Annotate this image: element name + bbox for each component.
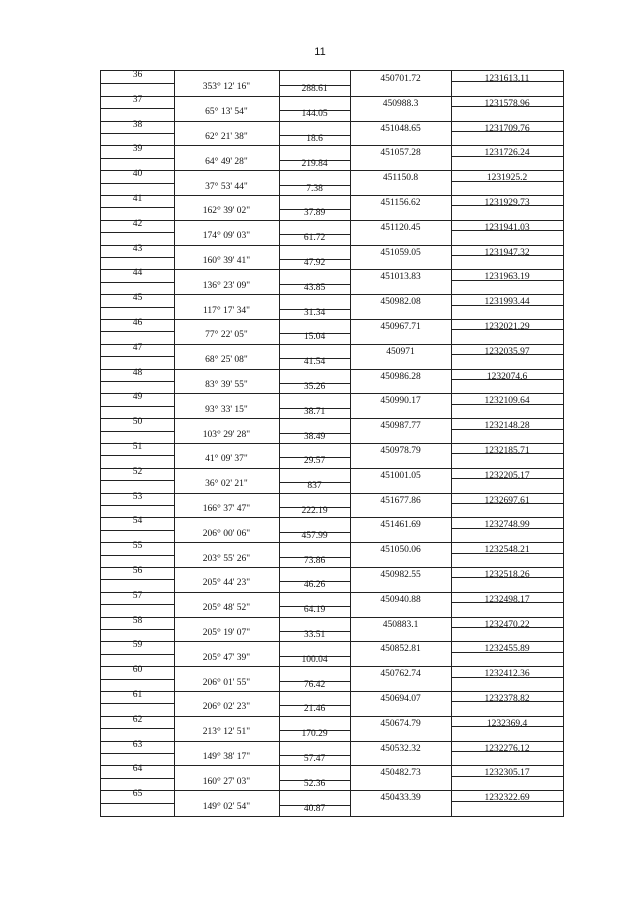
distance-value: 15.04 <box>303 332 326 343</box>
coordinate-y: 1232074.6 <box>486 371 528 382</box>
point-number: 61 <box>132 690 143 700</box>
row-divider <box>101 207 174 208</box>
coordinate-x: 451048.65 <box>380 123 421 134</box>
bearing-angle: 205° 47' 39" <box>202 652 251 663</box>
coordinate-x: 450482.73 <box>380 768 421 779</box>
row-divider <box>101 431 174 432</box>
row-divider <box>101 728 174 729</box>
bearing-angle: 64° 49' 28" <box>205 156 248 167</box>
coordinate-y: 1232378.82 <box>484 694 530 704</box>
coordinate-x: 450986.28 <box>380 371 421 382</box>
distance-value: 37.89 <box>303 208 326 219</box>
distance-value: 21.46 <box>303 704 326 715</box>
coordinate-x: 451120.45 <box>380 222 421 233</box>
distance-value: 219.84 <box>301 158 328 169</box>
bearing-angle: 162° 39' 02" <box>202 206 251 217</box>
coordinate-y: 1231709.76 <box>484 123 530 134</box>
distance-value: 29.57 <box>303 456 326 467</box>
distance-value: 38.71 <box>303 406 326 417</box>
row-divider <box>101 803 174 804</box>
bearing-angle: 166° 37' 47" <box>202 504 251 514</box>
coordinate-x: 451156.62 <box>380 198 421 208</box>
coordinate-y: 1232369.4 <box>486 718 528 729</box>
row-divider <box>101 505 174 506</box>
bearing-angle: 37° 53' 44" <box>205 181 248 192</box>
coordinate-x: 450978.79 <box>380 446 421 456</box>
distance-value: 52.36 <box>303 778 326 789</box>
bearing-angle: 68° 25' 08" <box>205 355 248 366</box>
coordinate-y: 1231929.73 <box>484 198 530 208</box>
row-divider <box>101 629 174 630</box>
point-number: 56 <box>132 566 143 576</box>
distance-value: 100.04 <box>301 654 328 665</box>
distance-value: 64.19 <box>303 605 326 616</box>
point-number: 39 <box>132 144 143 155</box>
coordinate-y: 1232748.99 <box>484 520 530 531</box>
coordinate-x: 450762.74 <box>380 669 421 680</box>
bearing-angle: 136° 23' 09" <box>202 280 251 291</box>
point-number: 51 <box>132 442 143 452</box>
coordinate-y: 1231941.03 <box>484 222 530 233</box>
bearing-angle: 117° 17' 34" <box>202 305 251 316</box>
bearing-angle: 93° 33' 15" <box>205 404 248 415</box>
row-divider <box>101 406 174 407</box>
row-divider <box>101 654 174 655</box>
row-divider <box>101 257 174 258</box>
coordinate-y: 1232697.61 <box>484 495 530 506</box>
point-number: 50 <box>132 417 143 428</box>
point-number: 43 <box>132 243 143 254</box>
coordinate-y: 1232498.17 <box>484 594 530 605</box>
point-number: 37 <box>132 94 143 105</box>
coordinate-y: 1231993.44 <box>484 297 530 308</box>
distance-value: 18.6 <box>306 134 323 144</box>
coordinate-x: 450940.88 <box>380 594 421 605</box>
coordinate-x: 450433.39 <box>380 793 421 804</box>
row-divider <box>101 604 174 605</box>
distance-value: 7.38 <box>306 183 323 194</box>
bearing-angle: 353° 12' 16" <box>202 82 251 93</box>
row-divider <box>101 282 174 283</box>
distance-value: 457.99 <box>301 530 328 541</box>
coordinate-y: 1231947.32 <box>484 247 530 258</box>
coordinate-x: 451001.05 <box>380 470 421 481</box>
point-number: 63 <box>132 739 143 750</box>
bearing-angle: 83° 39' 55" <box>205 380 248 390</box>
coordinate-x: 450701.72 <box>380 74 421 84</box>
point-number: 38 <box>132 119 143 130</box>
point-number: 54 <box>132 516 143 527</box>
distance-value: 35.26 <box>303 382 326 392</box>
coordinate-x: 451013.83 <box>380 272 421 283</box>
row-divider <box>101 331 174 332</box>
coordinate-y: 1231925.2 <box>486 173 528 184</box>
bearing-angle: 149° 02' 54" <box>202 801 251 812</box>
distance-value: 40.87 <box>303 803 326 814</box>
coordinate-y: 1232470.22 <box>484 619 530 630</box>
row-divider <box>101 158 174 159</box>
coordinate-x: 450967.71 <box>380 322 421 332</box>
distance-value: 288.61 <box>301 84 328 95</box>
coordinate-y: 1231963.19 <box>484 272 530 283</box>
row-divider <box>101 480 174 481</box>
coordinates-table <box>100 70 564 817</box>
bearing-angle: 213° 12' 51" <box>202 727 251 738</box>
point-number: 57 <box>132 590 143 601</box>
coordinate-x: 451059.05 <box>380 247 421 258</box>
point-number: 52 <box>132 466 143 477</box>
bearing-angle: 205° 48' 52" <box>202 603 251 614</box>
row-divider <box>101 183 174 184</box>
bearing-angle: 205° 44' 23" <box>202 578 251 589</box>
distance-value: 41.54 <box>303 357 326 368</box>
row-divider <box>101 232 174 233</box>
point-number: 64 <box>132 764 143 775</box>
row-divider <box>101 555 174 556</box>
point-number: 49 <box>132 392 143 403</box>
coordinate-y: 1232021.29 <box>484 322 530 332</box>
coordinate-x: 450987.77 <box>380 421 421 432</box>
point-number: 53 <box>132 491 143 502</box>
coordinate-y: 1232205.17 <box>484 470 530 481</box>
bearing-angle: 160° 39' 41" <box>202 256 251 266</box>
point-number: 62 <box>132 714 143 725</box>
coordinate-x: 451057.28 <box>380 148 421 159</box>
bearing-angle: 149° 38' 17" <box>202 752 251 762</box>
row-divider <box>101 108 174 109</box>
distance-value: 57.47 <box>303 754 326 764</box>
point-number: 46 <box>132 318 143 328</box>
distance-value: 31.34 <box>303 307 326 318</box>
row-divider <box>101 381 174 382</box>
coordinate-x: 450674.79 <box>380 718 421 729</box>
coordinate-x: 451677.86 <box>380 495 421 506</box>
coordinate-y: 1232035.97 <box>484 346 530 357</box>
distance-value: 170.29 <box>301 729 328 740</box>
bearing-angle: 206° 00' 06" <box>202 528 251 539</box>
distance-value: 61.72 <box>303 233 326 244</box>
point-number: 41 <box>132 194 143 204</box>
distance-value: 43.85 <box>303 282 326 293</box>
bearing-angle: 160° 27' 03" <box>202 776 251 787</box>
distance-value: 837 <box>307 481 322 492</box>
coordinate-x: 450990.17 <box>380 396 421 407</box>
coordinate-y: 1232185.71 <box>484 446 530 456</box>
coordinate-y: 1231578.96 <box>484 98 530 109</box>
bearing-angle: 65° 13' 54" <box>205 107 248 118</box>
bearing-angle: 203° 55' 26" <box>202 553 251 564</box>
coordinate-y: 1232109.64 <box>484 396 530 407</box>
row-divider <box>101 83 174 84</box>
point-number: 65 <box>132 789 143 800</box>
coordinate-y: 1232455.89 <box>484 644 530 655</box>
bearing-angle: 103° 29' 28" <box>202 429 251 440</box>
coordinate-x: 451150.8 <box>382 173 419 184</box>
coordinate-x: 450988.3 <box>382 98 419 109</box>
distance-value: 76.42 <box>303 679 326 690</box>
coordinate-x: 450971 <box>386 346 415 357</box>
row-divider <box>101 356 174 357</box>
coordinate-x: 450532.32 <box>380 743 421 754</box>
coordinate-x: 450982.55 <box>380 570 421 580</box>
bearing-angle: 41° 09' 37" <box>205 454 248 465</box>
distance-value: 46.26 <box>303 580 326 591</box>
coordinate-y: 1232412.36 <box>484 669 530 680</box>
point-number: 58 <box>132 615 143 626</box>
coordinate-x: 451461.69 <box>380 520 421 531</box>
distance-value: 33.51 <box>303 630 326 640</box>
point-number: 48 <box>132 367 143 378</box>
bearing-angle: 205° 19' 07" <box>202 628 251 638</box>
point-number: 59 <box>132 640 143 651</box>
bearing-angle: 206° 01' 55" <box>202 677 251 688</box>
point-number: 60 <box>132 665 143 676</box>
distance-value: 222.19 <box>301 506 328 516</box>
row-divider <box>101 133 174 134</box>
coordinate-y: 1231726.24 <box>484 148 530 159</box>
point-number: 44 <box>132 268 143 279</box>
row-divider <box>101 530 174 531</box>
distance-value: 73.86 <box>303 555 326 566</box>
coordinate-y: 1232305.17 <box>484 768 530 779</box>
point-number: 47 <box>132 342 143 353</box>
bearing-angle: 174° 09' 03" <box>202 231 251 242</box>
row-divider <box>101 679 174 680</box>
point-number: 36 <box>132 70 143 80</box>
point-number: 45 <box>132 293 143 304</box>
coordinate-x: 451050.06 <box>380 545 421 556</box>
bearing-angle: 36° 02' 21" <box>205 479 248 490</box>
point-number: 40 <box>132 169 143 180</box>
row-divider <box>101 753 174 754</box>
coordinate-y: 1232276.12 <box>484 743 530 754</box>
coordinate-y: 1232518.26 <box>484 570 530 580</box>
distance-value: 47.92 <box>303 258 326 268</box>
row-divider <box>101 307 174 308</box>
row-divider <box>101 455 174 456</box>
point-number: 55 <box>132 541 143 552</box>
point-number: 42 <box>132 218 143 229</box>
bearing-angle: 77° 22' 05" <box>205 330 248 341</box>
coordinate-y: 1232322.69 <box>484 793 530 804</box>
bearing-angle: 62° 21' 38" <box>205 132 248 142</box>
distance-value: 144.05 <box>301 109 328 120</box>
coordinate-x: 450852.81 <box>380 644 421 655</box>
coordinate-x: 450694.07 <box>380 694 421 704</box>
page-number: 11 <box>314 46 326 58</box>
row-divider <box>101 778 174 779</box>
distance-value: 38.49 <box>303 431 326 442</box>
bearing-angle: 206° 02' 23" <box>202 702 251 713</box>
row-divider <box>101 703 174 704</box>
coordinate-y: 1231613.11 <box>484 74 530 84</box>
coordinate-x: 450982.08 <box>380 297 421 308</box>
coordinate-x: 450883.1 <box>382 619 419 630</box>
coordinate-y: 1232548.21 <box>484 545 530 556</box>
coordinate-y: 1232148.28 <box>484 421 530 432</box>
row-divider <box>101 579 174 580</box>
